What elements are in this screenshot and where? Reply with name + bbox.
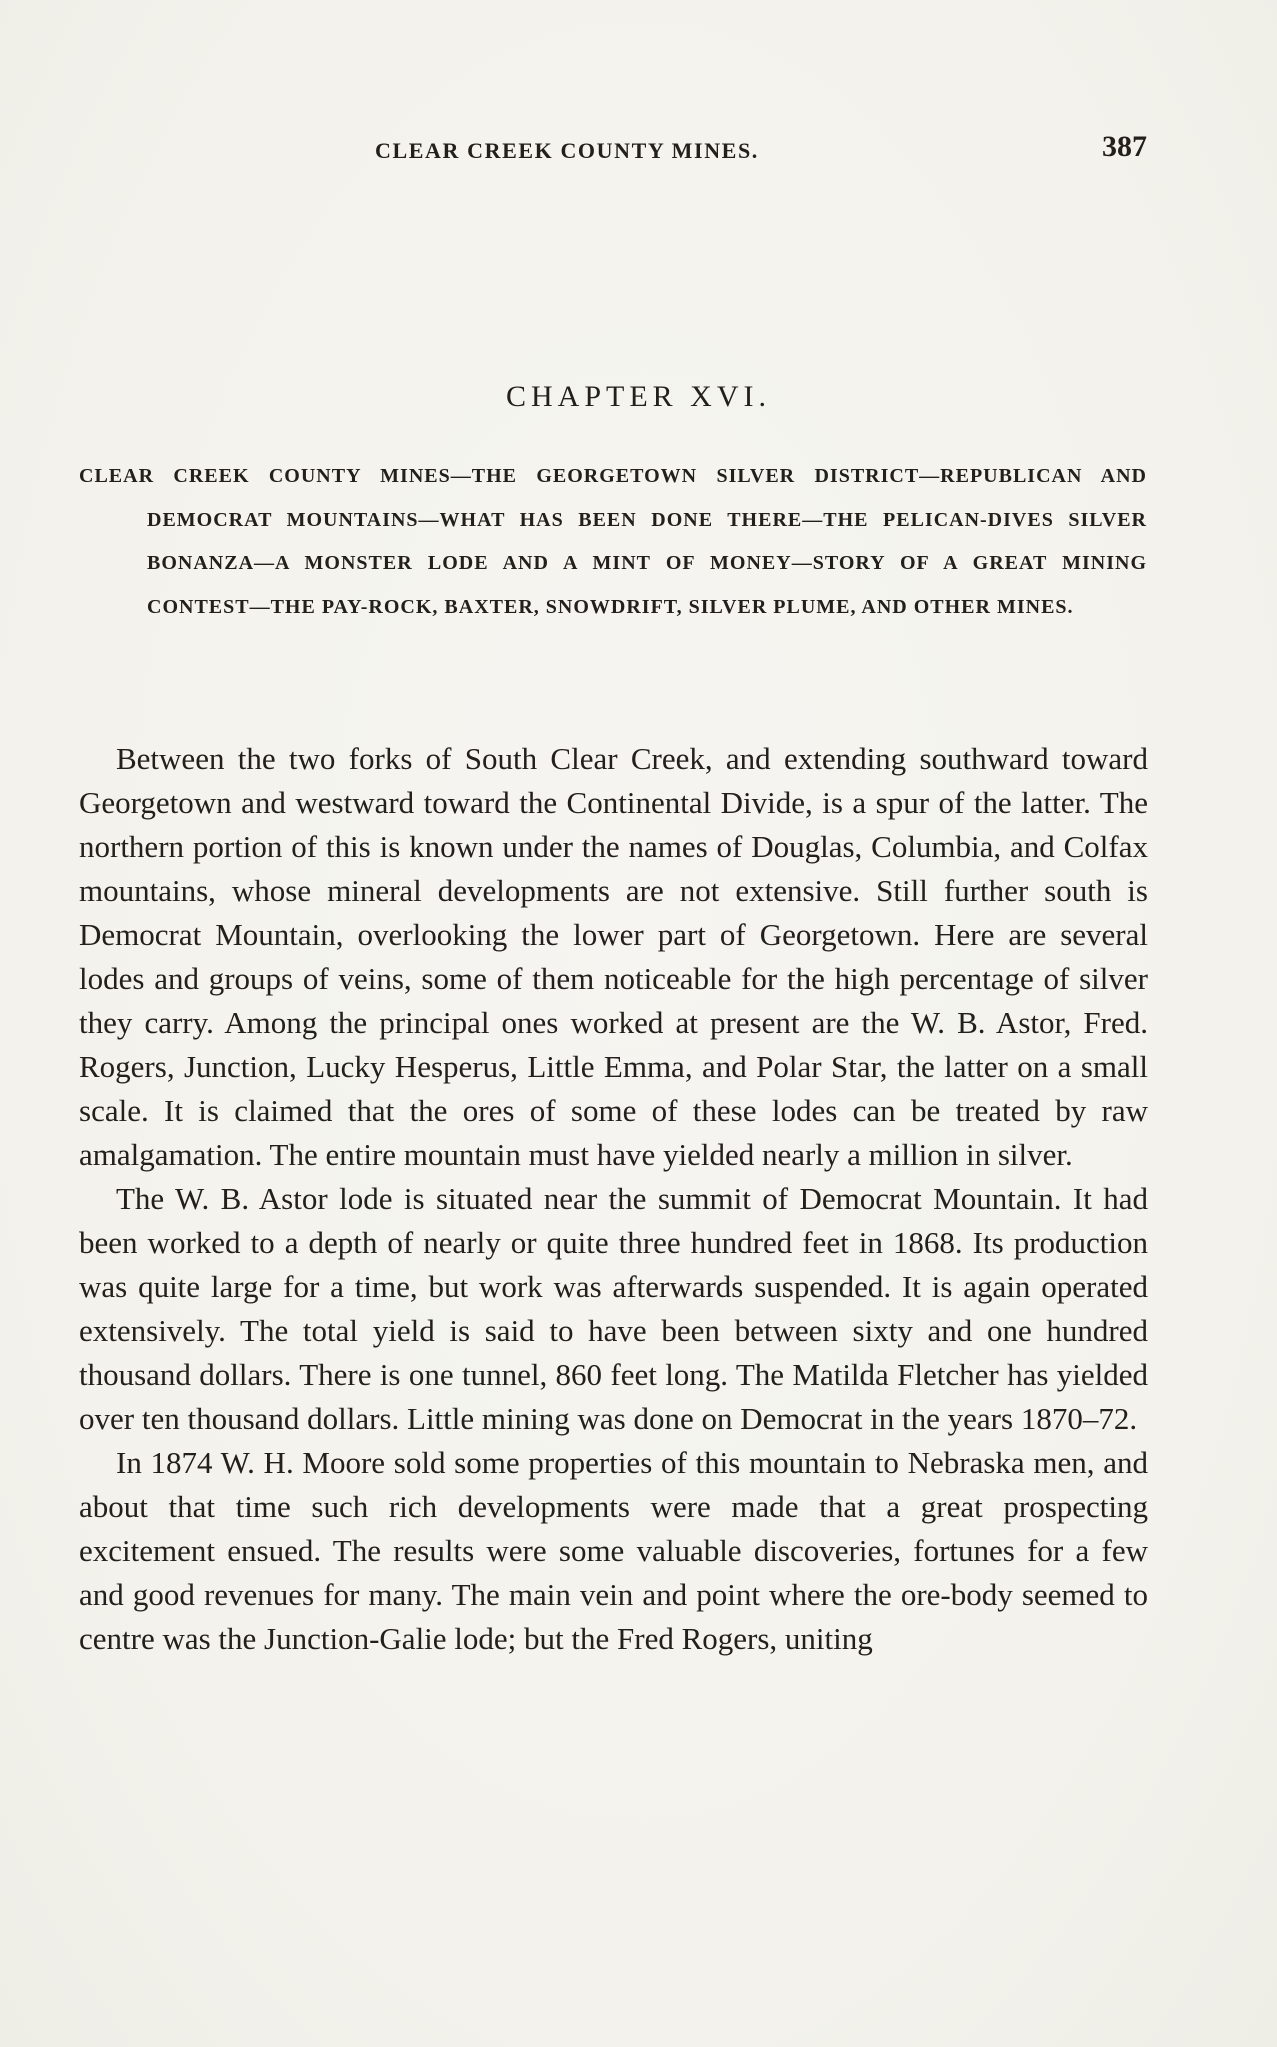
body-text xyxy=(79,737,1148,1661)
chapter-synopsis xyxy=(79,455,1147,629)
running-title: CLEAR CREEK COUNTY MINES. xyxy=(375,138,759,163)
paragraph-1: Between the two forks of South Clear Creek, and extending southward toward Georgetown and westward toward the Continental Divide, is a spur of the latter. The northern portion of this is known under the names of Douglas, Columbia, and Colfax mountains, whose mineral developments are not extensive. Still further south is Democrat Mountain, overlooking the lower part of Georgetown. Here are several lodes and groups of veins, some of them noticeable for the high percentage of silver they carry. Among the principal ones worked at present are the W. B. Astor, Fred. Rogers, Junction, Lucky Hesperus, Little Emma, and Polar Star, the latter on a small scale. It is claimed that the ores of some of these lodes can be treated by raw amalgamation. The entire mountain must have yielded nearly a million in silver. xyxy=(79,741,1148,1172)
page-number: 387 xyxy=(1102,130,1147,163)
chapter-synopsis-text: CLEAR CREEK COUNTY MINES—THE GEORGETOWN SILVER DISTRICT—REPUBLICAN AND DEMOCRAT MOUNTAINS—WHAT HAS BEEN DONE THERE—THE PELICAN-DIVES SILVER BONANZA—A MONSTER LODE AND A MINT OF MONEY—STORY OF A GREAT MINING CONTEST—THE PAY-ROCK, BAXTER, SNOWDRIFT, SILVER PLUME, AND OTHER MINES. xyxy=(79,465,1147,618)
paragraph-3: In 1874 W. H. Moore sold some properties of this mountain to Nebraska men, and about that time such rich developments were made that a great prospecting excitement ensued. The results were some valuable discoveries, fortunes for a few and good revenues for many. The main vein and point where the ore-body seemed to centre was the Junction-Galie lode; but the Fred Rogers, uniting xyxy=(79,1445,1148,1656)
running-head xyxy=(0,130,1277,170)
chapter-title: CHAPTER XVI. xyxy=(505,380,771,413)
paragraph-2: The W. B. Astor lode is situated near the summit of Democrat Mountain. It had been worked to a depth of nearly or quite three hundred feet in 1868. Its production was quite large for a time, but work was afterwards suspended. It is again operated extensively. The total yield is said to have been between sixty and one hundred thousand dollars. There is one tunnel, 860 feet long. The Matilda Fletcher has yielded over ten thousand dollars. Little mining was done on Democrat in the years 1870–72. xyxy=(79,1181,1148,1436)
